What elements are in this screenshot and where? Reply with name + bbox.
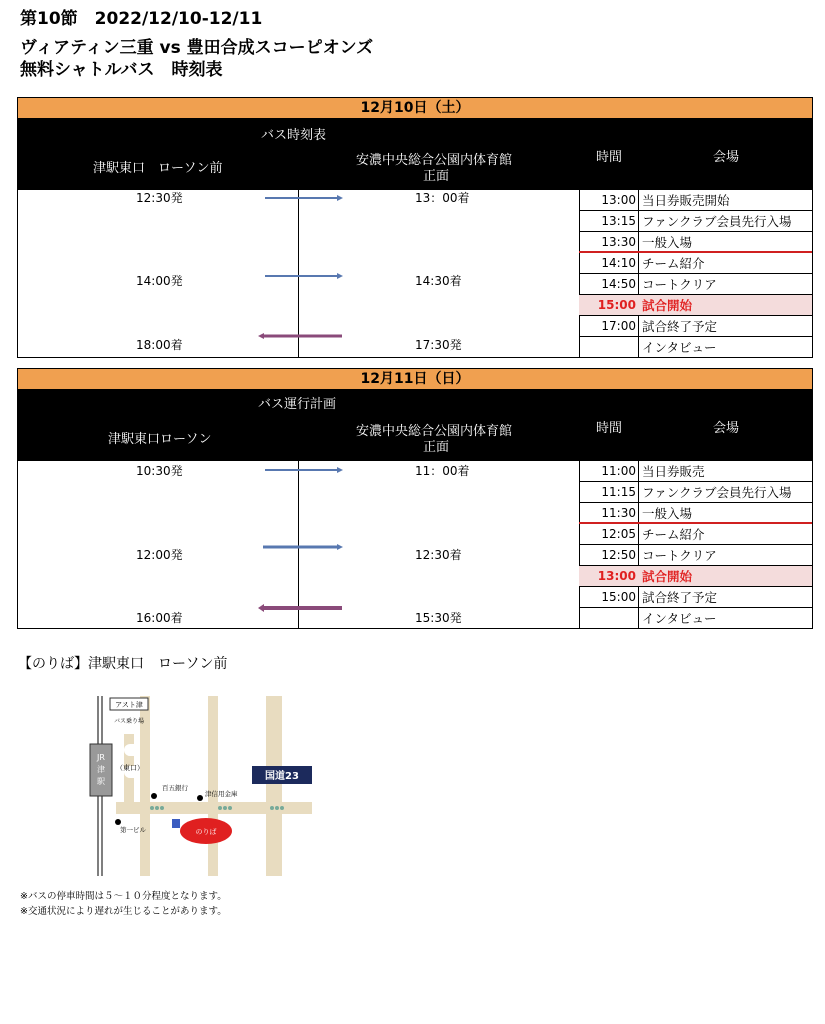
- event-time: 13:15: [601, 214, 636, 228]
- road-national-23: [266, 696, 282, 876]
- jr-label: JR: [97, 753, 105, 762]
- event-label: ファンクラブ会員先行入場: [642, 214, 792, 229]
- table-body: [18, 461, 812, 628]
- road: [208, 696, 218, 876]
- route-label: 国道23: [265, 771, 299, 782]
- event-label: チーム紹介: [642, 527, 705, 542]
- traffic-light-icon: [270, 806, 284, 810]
- header-line-1: 第10節 2022/12/10-12/11: [20, 9, 263, 29]
- note-2: ※交通状況により遅れが生じることがあります。: [20, 906, 227, 917]
- date-band: 12月11日（日）: [18, 369, 812, 390]
- arrow-left-icon: [258, 332, 344, 340]
- event-time: 11:30: [601, 506, 636, 520]
- higashiguchi-label: （東口）: [116, 764, 144, 772]
- event-row: [579, 608, 812, 629]
- note-1: ※バスの停車時間は５～１０分程度となります。: [20, 891, 227, 902]
- event-time: 11:15: [601, 485, 636, 499]
- bus-left-time: 12:30発: [136, 191, 183, 205]
- event-row: [579, 190, 812, 211]
- event-row: [579, 587, 812, 608]
- col-venue: 会場: [713, 421, 740, 436]
- asuto-label: アスト津: [115, 701, 143, 709]
- event-label: コートクリア: [642, 548, 717, 563]
- col-time: 時間: [596, 421, 623, 436]
- event-time: 13:30: [601, 235, 636, 249]
- timetable-day-2: [17, 368, 813, 629]
- event-time: 15:00: [597, 298, 636, 312]
- event-row: [579, 211, 812, 232]
- timetable-day-1: [17, 97, 813, 358]
- map-heading: 【のりば】津駅東口 ローソン前: [18, 656, 228, 672]
- event-label: コートクリア: [642, 277, 717, 292]
- building-label: 第一ビル: [120, 826, 146, 834]
- arrow-right-icon: [261, 543, 343, 551]
- noriba-label: のりば: [195, 828, 217, 836]
- table-header: [18, 119, 812, 190]
- event-time: 17:00: [601, 319, 636, 333]
- event-label: インタビュー: [642, 340, 717, 355]
- event-row-highlight: [579, 566, 812, 587]
- arrow-left-icon: [258, 604, 344, 612]
- traffic-light-icon: [218, 806, 232, 810]
- bus-right-time: 14:30着: [415, 274, 462, 288]
- event-label: 試合開始: [642, 298, 693, 313]
- event-label: 当日券販売: [642, 464, 705, 479]
- event-label: 試合開始: [642, 569, 693, 584]
- event-row: [579, 337, 812, 358]
- col-time: 時間: [596, 150, 623, 165]
- bus-stop-label: バス乗り場: [114, 718, 145, 725]
- event-row: [579, 545, 812, 566]
- event-label: 当日券販売開始: [642, 193, 730, 208]
- event-label: 試合終了予定: [642, 319, 718, 334]
- building-marker-icon: [115, 819, 121, 825]
- col-venue: 会場: [713, 150, 740, 165]
- bank2-label: 津信用金庫: [205, 790, 238, 798]
- event-time: 12:05: [601, 527, 636, 541]
- bus-left-time: 14:00発: [136, 274, 183, 288]
- bank-marker-icon: [197, 795, 203, 801]
- arrow-right-icon: [263, 272, 343, 280]
- event-time: 14:10: [601, 256, 636, 270]
- bus-right-time: 15:30発: [415, 611, 462, 625]
- to-stop-line-2: 正面: [423, 440, 450, 455]
- event-row: [579, 316, 812, 337]
- section-title: バス時刻表: [261, 128, 327, 143]
- event-time: 15:00: [601, 590, 636, 604]
- event-label: 一般入場: [642, 506, 693, 521]
- event-row: [579, 461, 812, 482]
- eki-label: 駅: [97, 777, 105, 786]
- traffic-light-icon: [150, 806, 164, 810]
- event-row: [579, 232, 812, 253]
- event-row: [579, 482, 812, 503]
- event-time: 13:00: [597, 569, 636, 583]
- event-time: 14:50: [601, 277, 636, 291]
- event-label: 試合終了予定: [642, 590, 718, 605]
- arrow-right-icon: [263, 466, 343, 474]
- header-line-2: ヴィアティン三重 vs 豊田合成スコーピオンズ: [20, 38, 374, 58]
- section-title: バス運行計画: [258, 397, 337, 412]
- event-row: [579, 524, 812, 545]
- bus-right-time: 11：00着: [415, 464, 470, 478]
- to-stop-line-2: 正面: [423, 169, 450, 184]
- to-stop-line-1: 安濃中央総合公園内体育館: [356, 153, 513, 168]
- bus-right-time: 12:30着: [415, 548, 462, 562]
- bus-stop-icon: [172, 819, 180, 828]
- arrow-right-icon: [263, 194, 343, 202]
- event-label: 一般入場: [642, 235, 693, 250]
- bank-marker-icon: [151, 793, 157, 799]
- tsu-label: 津: [97, 765, 105, 774]
- bus-left-time: 18:00着: [136, 338, 183, 352]
- to-stop-line-1: 安濃中央総合公園内体育館: [356, 424, 513, 439]
- event-row: [579, 274, 812, 295]
- bus-left-time: 12:00発: [136, 548, 183, 562]
- from-stop: 津駅東口 ローソン前: [93, 161, 223, 176]
- bus-left-time: 10:30発: [136, 464, 183, 478]
- table-body: [18, 190, 812, 357]
- event-time: 11:00: [601, 464, 636, 478]
- bank1-label: 百五銀行: [162, 784, 188, 792]
- event-row: [579, 253, 812, 274]
- event-row: [579, 503, 812, 524]
- table-header: [18, 390, 812, 461]
- date-band: 12月10日（土）: [18, 98, 812, 119]
- bus-right-time: 13：00着: [415, 191, 470, 205]
- event-label: ファンクラブ会員先行入場: [642, 485, 792, 500]
- event-label: チーム紹介: [642, 256, 705, 271]
- header-line-3: 無料シャトルバス 時刻表: [20, 60, 223, 80]
- from-stop: 津駅東口ローソン: [108, 432, 212, 447]
- event-time: 12:50: [601, 548, 636, 562]
- event-row-highlight: [579, 295, 812, 316]
- event-label: インタビュー: [642, 611, 717, 626]
- bus-left-time: 16:00着: [136, 611, 183, 625]
- access-map: [80, 686, 312, 876]
- bus-right-time: 17:30発: [415, 338, 462, 352]
- event-time: 13:00: [601, 193, 636, 207]
